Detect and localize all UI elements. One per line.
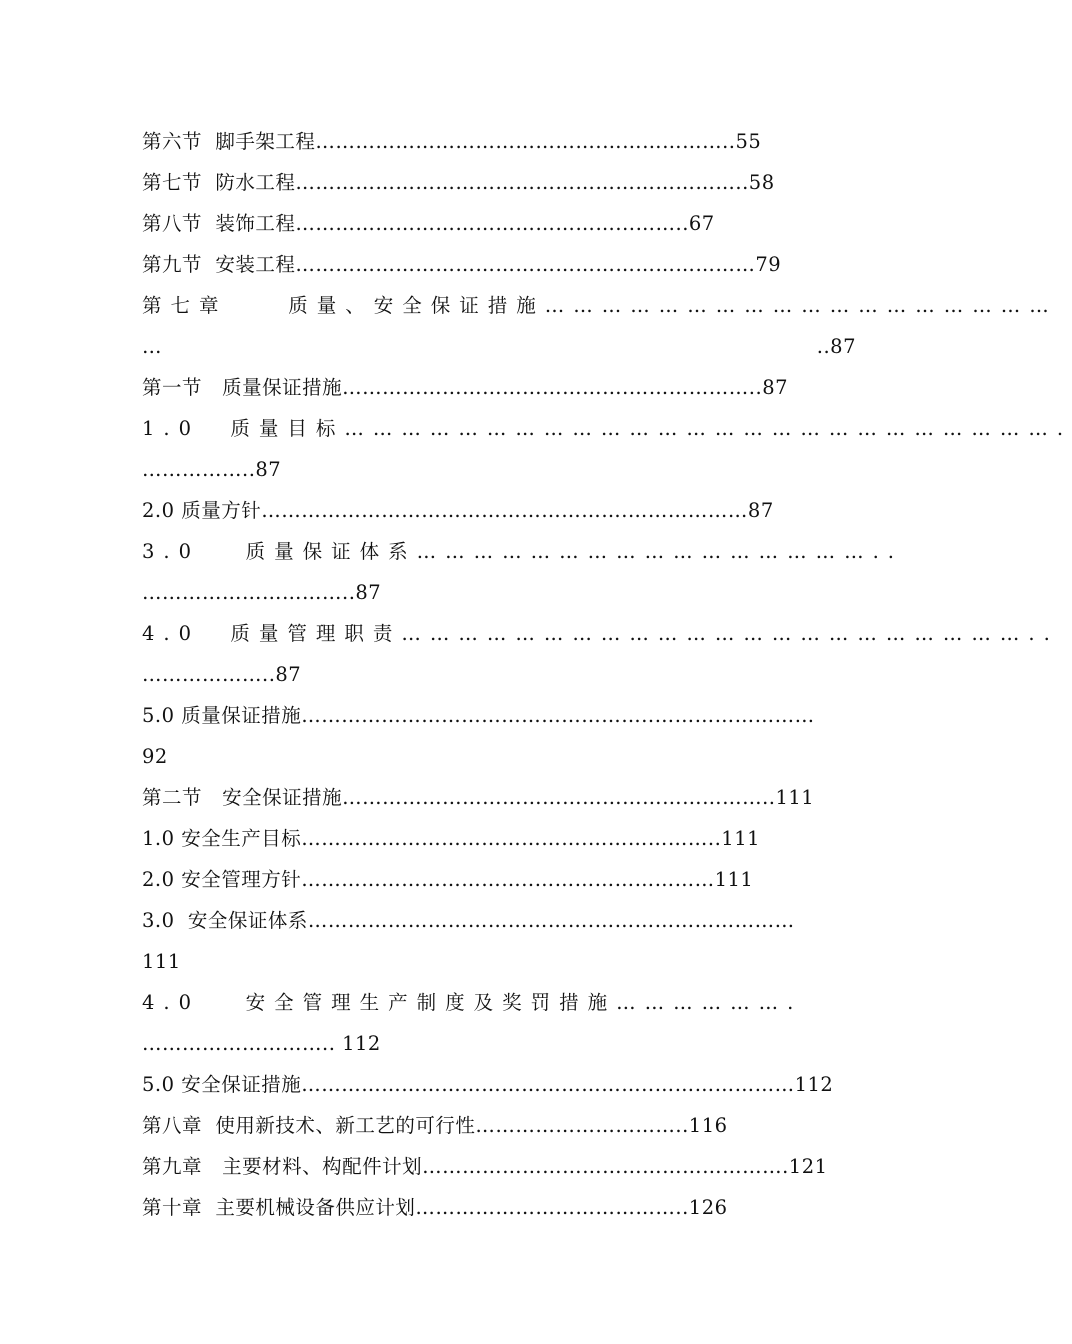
- toc-entry: 2.0 安全管理方针……………………………..………………………111: [142, 868, 754, 891]
- toc-page-number: ..87: [816, 335, 856, 358]
- toc-entry: 第十章 主要机械设备供应计划…………………………………..126: [142, 1196, 728, 1219]
- toc-entry-continuation: …: [142, 335, 162, 358]
- toc-entry-continuation: 111: [142, 950, 181, 973]
- toc-entry: 第八节 装饰工程…………………………………………...……..67: [142, 212, 715, 235]
- toc-entry: 第七章 质量、安全保证措施………………………………………………: [142, 294, 1058, 317]
- toc-entry-continuation: 92: [142, 745, 168, 768]
- toc-entry: 1.0 安全生产目标…………………………………….………………..111: [142, 827, 761, 850]
- toc-entry: 5.0 质量保证措施……………………………………………..……………………: [142, 704, 815, 727]
- toc-entry-continuation: ………………..87: [142, 663, 302, 686]
- toc-entry: 3.0 质量保证体系…………………………………………..: [142, 540, 904, 563]
- toc-entry-continuation: …………………………..87: [142, 581, 382, 604]
- toc-entry: 第六节 脚手架工程…………………………………….………………..55: [142, 130, 762, 153]
- toc-entry-continuation: ……………..87: [142, 458, 282, 481]
- toc-entry: 第九章 主要材料、构配件计划……………………………………………….121: [142, 1155, 828, 1178]
- toc-entry: 4.0 安全管理生产制度及奖罚措施……………….: [142, 991, 803, 1014]
- toc-entry: 4.0 质量管理职责…………………………………………………………..: [142, 622, 1059, 645]
- toc-entry: 3.0 安全保证体系…………………………………….…………………………: [142, 909, 795, 932]
- toc-entry-continuation: ……………………….. 112: [142, 1032, 381, 1055]
- toc-entry: 1.0 质量目标………………………………………………………………….: [142, 417, 1072, 440]
- toc-entry: 5.0 安全保证措施……………………………………………..…………………112: [142, 1073, 834, 1096]
- toc-entry: 2.0 质量方针……………………………………………….………………87: [142, 499, 774, 522]
- toc-entry: 第八章 使用新技术、新工艺的可行性…………………………..116: [142, 1114, 728, 1137]
- toc-entry: 第一节 质量保证措施…………………………………….………………..87: [142, 376, 789, 399]
- toc-entry: 第七节 防水工程…………………………………………………………..58: [142, 171, 775, 194]
- toc-entry: 第九节 安装工程……………………………………………………………79: [142, 253, 782, 276]
- toc-entry: 第二节 安全保证措施………………………………………………………..111: [142, 786, 815, 809]
